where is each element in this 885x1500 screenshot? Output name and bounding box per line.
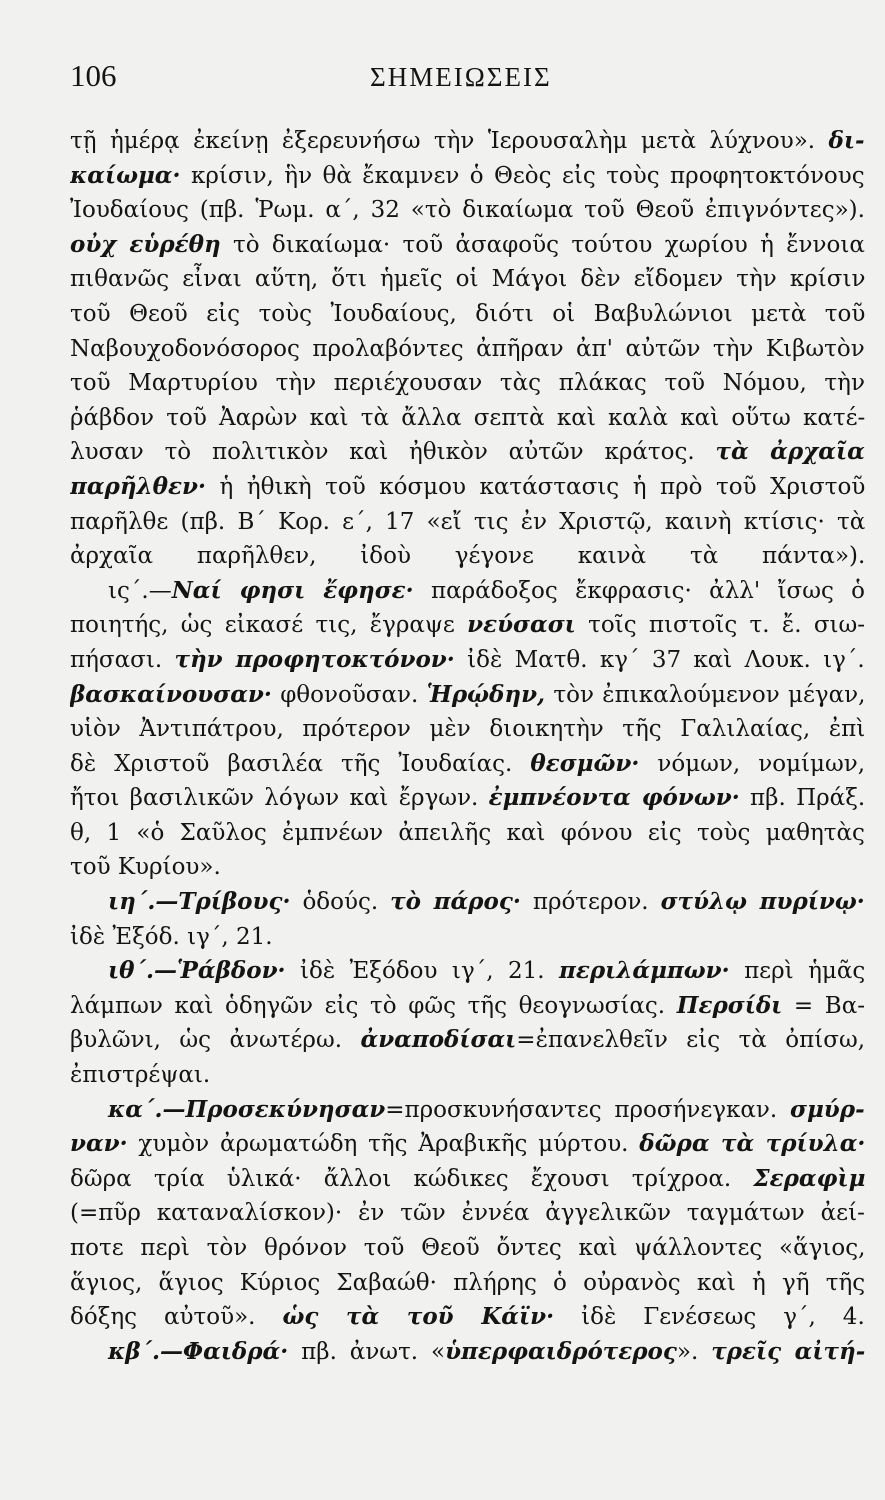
text-line: [70, 1231, 865, 1266]
text-line: [70, 1058, 865, 1093]
body-text: [70, 124, 865, 1369]
lemma-text: τὴν προφητοκτόνον·: [174, 645, 455, 673]
text-segment: ἰδὲ Ἐξόδ. ιγ΄, 21.: [70, 923, 273, 950]
text-segment: θ, 1 «ὁ Σαῦλος ἐμπνέων ἀπειλῆς καὶ φόνου εἰς τοὺς μαθητὰς: [70, 819, 865, 846]
text-line: [70, 850, 865, 885]
text-line: [70, 678, 865, 713]
text-line: [70, 159, 865, 194]
lemma-text: ιθ΄.—: [108, 957, 177, 985]
text-segment: τὸ δικαίωμα· τοῦ ἀσαφοῦς τούτου χωρίου ἡ ἔννοια: [220, 231, 865, 258]
text-line: [70, 920, 865, 955]
lemma-text: στύλῳ πυρίνῳ·: [660, 888, 865, 916]
lemma-text: ὡς τὰ τοῦ Κάϊν·: [282, 1303, 555, 1331]
text-line: [70, 297, 865, 332]
text-line: [70, 1196, 865, 1231]
lemma-text: ὑπερφαιδρότερος: [445, 1337, 677, 1365]
page-header: [70, 58, 865, 106]
lemma-text: Ἡρῴδην,: [426, 680, 546, 708]
text-line: [70, 1127, 865, 1162]
text-segment: πιθανῶς εἶναι αὕτη, ὅτι ἡμεῖς οἱ Μάγοι δὲν εἴδομεν τὴν κρίσιν: [70, 266, 865, 293]
text-segment: ἡ ἠθικὴ τοῦ κόσμου κατάστασις ἡ πρὸ τοῦ Χριστοῦ: [205, 473, 865, 500]
text-line: [70, 124, 865, 159]
text-segment: τὸν ἐπικαλούμενον μέγαν,: [545, 681, 865, 708]
text-segment: = Βα-: [782, 992, 865, 1019]
text-line: [70, 366, 865, 401]
text-line: [70, 262, 865, 297]
text-segment: (=πῦρ καταναλίσκον)· ἐν τῶν ἐννέα ἀγγελικῶν ταγμάτων ἀεί-: [70, 1200, 865, 1227]
text-segment: Ἰουδαίους (πβ. Ῥωμ. α΄, 32 «τὸ δικαίωμα τοῦ Θεοῦ ἐπιγνόντες»).: [70, 197, 865, 224]
text-segment: ἤτοι βασιλικῶν λόγων καὶ ἔργων.: [70, 785, 489, 812]
text-line: [70, 712, 865, 747]
text-line: [70, 1093, 865, 1128]
text-segment: λάμπων καὶ ὁδηγῶν εἰς τὸ φῶς τῆς θεογνωσίας.: [70, 992, 677, 1019]
lemma-text: Φαιδρά·: [183, 1337, 289, 1365]
lemma-text: ναν·: [70, 1130, 128, 1158]
lemma-text: βασκαίνουσαν·: [70, 680, 272, 708]
text-segment: τοῖς πιστοῖς τ. ἔ. σιω-: [575, 612, 865, 639]
text-segment: πρότερον.: [520, 889, 661, 916]
lemma-text: δῶρα τὰ τρίυλα·: [639, 1130, 865, 1158]
text-line: [70, 574, 865, 609]
lemma-text: νεύσασι: [467, 611, 576, 639]
text-line: [70, 470, 865, 505]
text-segment: ῥάβδον τοῦ Ἀαρὼν καὶ τὰ ἄλλα σεπτὰ καὶ καλὰ καὶ οὕτω κατέ-: [70, 404, 865, 431]
text-segment: κρίσιν, ἣν θὰ ἔκαμνεν ὁ Θεὸς εἰς τοὺς προφητοκτόνους: [180, 162, 865, 189]
text-segment: παρῆλθε (πβ. Β΄ Κορ. ε΄, 17 «εἴ τις ἐν Χριστῷ, καινὴ κτίσις· τὰ: [70, 508, 865, 535]
lemma-text: Ῥάβδον·: [176, 957, 286, 985]
lemma-text: Ναί φησι ἔφησε·: [171, 576, 414, 604]
lemma-text: Σεραφὶμ: [753, 1164, 865, 1192]
text-segment: δόξης αὐτοῦ».: [70, 1304, 283, 1331]
text-segment: Ναβουχοδονόσορος προλαβόντες ἀπῆραν ἀπ' αὐτῶν τὴν Κιβωτὸν: [70, 335, 865, 362]
text-segment: τοῦ Κυρίου».: [70, 854, 221, 881]
text-line: [70, 1300, 865, 1335]
text-segment: λυσαν τὸ πολιτικὸν καὶ ἠθικὸν αὐτῶν κράτος.: [70, 439, 716, 466]
text-segment: νόμων, νομίμων,: [639, 750, 865, 777]
text-line: [70, 1335, 865, 1370]
text-line: [70, 781, 865, 816]
text-line: [70, 1162, 865, 1197]
text-segment: πβ. ἀνωτ. «: [288, 1338, 446, 1365]
text-line: [70, 747, 865, 782]
text-segment: ὁδούς.: [290, 889, 391, 916]
text-segment: τοῦ Μαρτυρίου τὴν περιέχουσαν τὰς πλάκας τοῦ Νόμου, τὴν: [70, 370, 865, 397]
text-line: [70, 435, 865, 470]
text-line: [70, 193, 865, 228]
text-line: [70, 989, 865, 1024]
text-line: [70, 505, 865, 540]
text-segment: τῇ ἡμέρᾳ ἐκείνῃ ἐξερευνήσω τὴν Ἱερουσαλὴμ μετὰ λύχνου».: [70, 128, 829, 154]
text-segment: ποιητής, ὡς εἰκασέ τις, ἔγραψε: [70, 612, 468, 639]
text-line: [70, 816, 865, 851]
text-line: [70, 228, 865, 263]
running-head: ΣΗΜΕΙΩΣΕΙΣ: [370, 62, 552, 92]
text-segment: ἐπιστρέψαι.: [70, 1062, 211, 1089]
lemma-text: τρεῖς αἰτή-: [711, 1337, 865, 1365]
lemma-text: σμύρ-: [790, 1095, 865, 1123]
text-line: [70, 332, 865, 367]
text-line: [70, 608, 865, 643]
lemma-text: τὸ πάρος·: [390, 888, 521, 916]
lemma-text: κβ΄.—: [108, 1337, 184, 1365]
text-segment: τοῦ Θεοῦ εἰς τοὺς Ἰουδαίους, διότι οἱ Βαβυλώνιοι μετὰ τοῦ: [70, 300, 865, 327]
text-segment: ποτε περὶ τὸν θρόνον τοῦ Θεοῦ ὄντες καὶ ψάλλοντες «ἅγιος,: [70, 1235, 865, 1261]
text-line: [70, 539, 865, 574]
text-segment: δὲ Χριστοῦ βασιλέα τῆς Ἰουδαίας.: [70, 750, 531, 777]
lemma-text: παρῆλθεν·: [70, 472, 206, 500]
lemma-text: οὐχ εὑρέθη: [70, 230, 221, 258]
text-segment: =προσκυνήσαντες προσήνεγκαν.: [385, 1096, 791, 1123]
text-line: [70, 1023, 865, 1058]
lemma-text: Προσεκύνησαν: [185, 1095, 386, 1123]
text-segment: βυλῶνι, ὡς ἀνωτέρω.: [70, 1027, 361, 1054]
text-segment: ».: [676, 1338, 712, 1365]
text-segment: δῶρα τρία ὑλικά· ἄλλοι κώδικες ἔχουσι τρίχροα.: [70, 1165, 754, 1192]
text-segment: ἰδὲ Ἐξόδου ιγ΄, 21.: [285, 958, 559, 985]
lemma-text: καίωμα·: [70, 161, 181, 189]
text-segment: φθονοῦσαν.: [271, 681, 427, 708]
text-line: [70, 1266, 865, 1301]
text-segment: ἰδὲ Γενέσεως γ΄, 4.: [554, 1304, 865, 1331]
lemma-text: τὰ ἀρχαῖα: [715, 438, 865, 466]
text-segment: υἱὸν Ἀντιπάτρου, πρότερον μὲν διοικητὴν τῆς Γαλιλαίας, ἐπὶ: [70, 716, 865, 743]
text-segment: ις΄.—: [108, 577, 172, 604]
lemma-text: Τρίβους·: [178, 888, 291, 916]
text-line: [70, 954, 865, 989]
text-segment: πβ. Πράξ.: [739, 785, 865, 812]
text-line: [70, 643, 865, 678]
lemma-text: Περσίδι: [676, 991, 783, 1019]
text-segment: χυμὸν ἀρωματώδη τῆς Ἀραβικῆς μύρτου.: [127, 1131, 640, 1158]
text-segment: ἰδὲ Ματθ. κγ΄ 37 καὶ Λουκ. ιγ΄.: [454, 646, 865, 673]
lemma-text: θεσμῶν·: [530, 749, 640, 777]
text-line: [70, 885, 865, 920]
text-segment: περὶ ἡμᾶς: [729, 958, 865, 985]
text-segment: =ἐπανελθεῖν εἰς τὰ ὀπίσω,: [516, 1027, 865, 1054]
page-number: 106: [70, 58, 117, 93]
lemma-text: ιη΄.—: [108, 888, 179, 916]
lemma-text: κα΄.—: [108, 1095, 186, 1123]
lemma-text: περιλάμπων·: [559, 957, 730, 985]
lemma-text: δι-: [828, 127, 865, 154]
text-segment: παράδοξος ἔκφρασις· ἀλλ' ἴσως ὁ: [413, 577, 865, 604]
lemma-text: ἐμπνέοντα φόνων·: [488, 784, 740, 812]
text-segment: πήσασι.: [70, 646, 175, 673]
text-segment: ἅγιος, ἅγιος Κύριος Σαβαώθ· πλήρης ὁ οὐρανὸς καὶ ἡ γῆ τῆς: [70, 1269, 865, 1296]
text-segment: ἀρχαῖα παρῆλθεν, ἰδοὺ γέγονε καινὰ τὰ πάντα»).: [70, 543, 865, 570]
lemma-text: ἀναποδίσαι: [360, 1026, 517, 1054]
text-line: [70, 401, 865, 436]
